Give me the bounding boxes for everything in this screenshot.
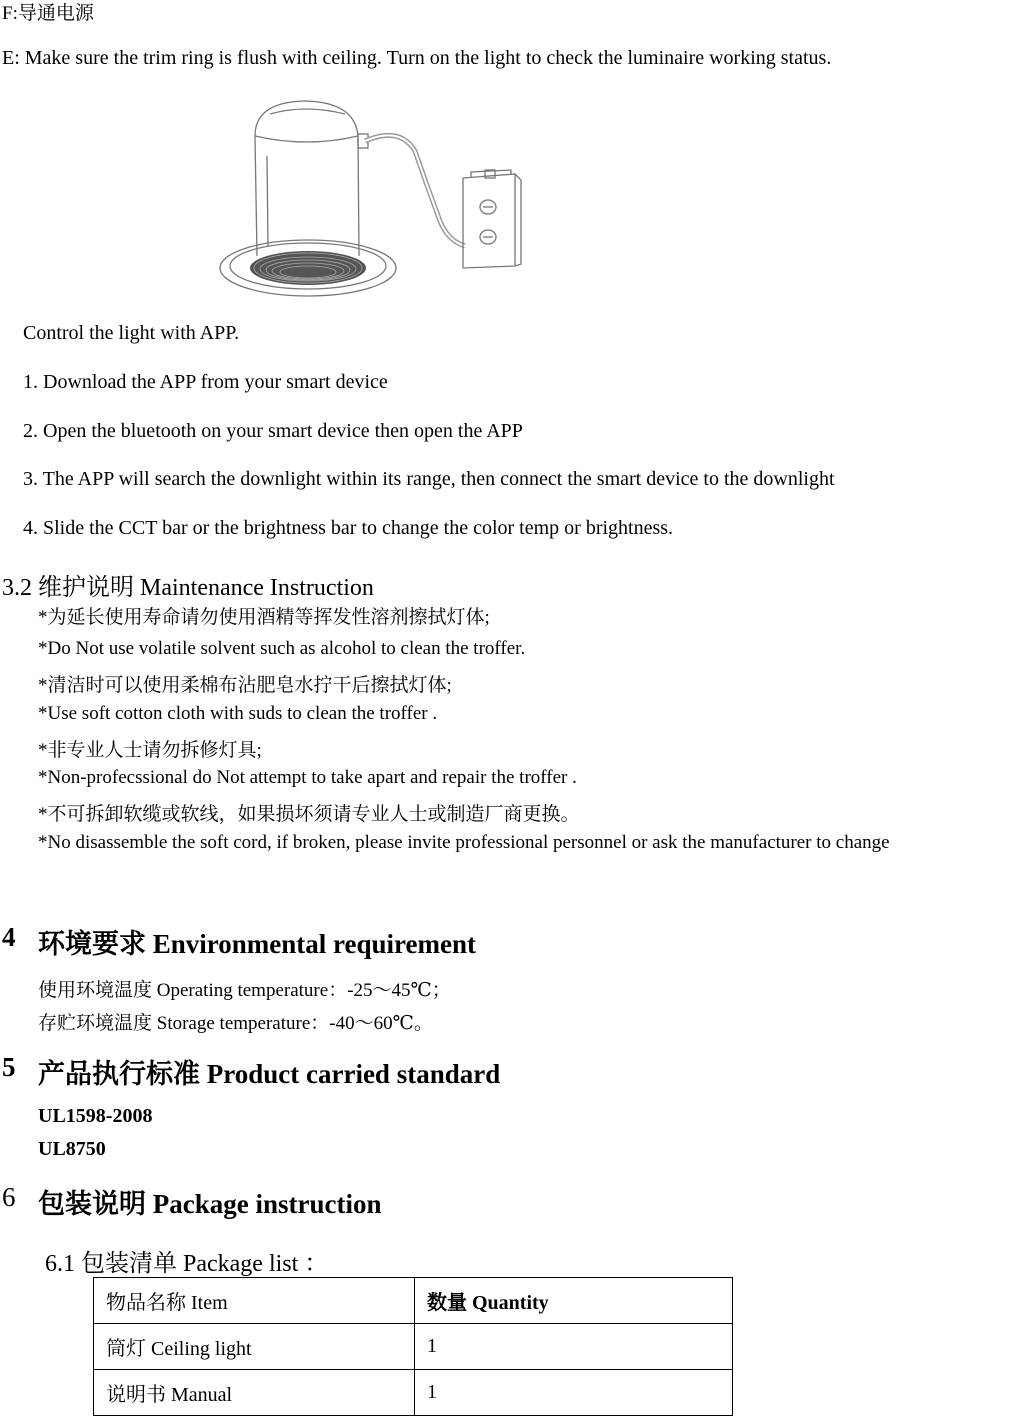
app-step-3: 3. The APP will search the downlight within its range, then connect the smart device to the downlight <box>23 468 835 490</box>
maintenance-item-2: *Do Not use volatile solvent such as alcohol to clean the troffer. <box>38 638 526 659</box>
maintenance-heading: 3.2 维护说明 Maintenance Instruction <box>2 575 374 601</box>
table-row <box>94 1324 733 1370</box>
header-item: 物品名称 Item <box>94 1278 415 1324</box>
standard-item-2: UL8750 <box>38 1138 106 1160</box>
standard-heading: 产品执行标准 Product carried standard <box>38 1059 501 1089</box>
table-row <box>94 1370 733 1416</box>
row-item: 说明书 Manual <box>94 1370 415 1416</box>
downlight-illustration-icon <box>215 96 525 301</box>
standard-number: 5 <box>2 1052 16 1082</box>
header-quantity: 数量 Quantity <box>415 1278 733 1324</box>
row-quantity: 1 <box>415 1324 733 1370</box>
maintenance-item-7: *不可拆卸软缆或软线，如果损坏须请专业人士或制造厂商更换。 <box>38 804 580 825</box>
package-list-title: 6.1 包装清单 Package list ： <box>45 1251 329 1277</box>
maintenance-item-5: *非专业人士请勿拆修灯具; <box>38 740 262 761</box>
row-item: 筒灯 Ceiling light <box>94 1324 415 1370</box>
environment-heading: 环境要求 Environmental requirement <box>38 929 476 959</box>
environment-number: 4 <box>2 922 16 952</box>
standard-item-1: UL1598-2008 <box>38 1105 153 1127</box>
app-step-1: 1. Download the APP from your smart device <box>23 371 388 393</box>
app-step-4: 4. Slide the CCT bar or the brightness bar to change the color temp or brightness. <box>23 517 674 539</box>
package-heading: 包装说明 Package instruction <box>38 1189 382 1219</box>
maintenance-item-1: *为延长使用寿命请勿使用酒精等挥发性溶剂擦拭灯体; <box>38 607 490 628</box>
package-number: 6 <box>2 1182 16 1212</box>
app-control-title: Control the light with APP. <box>23 322 240 344</box>
row-quantity: 1 <box>415 1370 733 1416</box>
storage-temperature: 存贮环境温度 Storage temperature：-40～60℃。 <box>38 1013 433 1034</box>
step-f: F:导通电源 <box>2 3 94 24</box>
table-header-row <box>94 1278 733 1324</box>
package-table <box>93 1277 733 1416</box>
maintenance-item-3: *清洁时可以使用柔棉布沾肥皂水拧干后擦拭灯体; <box>38 675 452 696</box>
app-step-2: 2. Open the bluetooth on your smart device then open the APP <box>23 420 523 442</box>
maintenance-item-4: *Use soft cotton cloth with suds to clean the troffer . <box>38 703 438 724</box>
maintenance-item-8: *No disassemble the soft cord, if broken, please invite professional personnel or ask the manufacturer to change <box>38 832 890 853</box>
step-e: E: Make sure the trim ring is flush with ceiling. Turn on the light to check the luminaire working status. <box>2 47 832 69</box>
operating-temperature: 使用环境温度 Operating temperature：-25～45℃； <box>38 980 451 1001</box>
maintenance-item-6: *Non-profecssional do Not attempt to take apart and repair the troffer . <box>38 767 577 788</box>
